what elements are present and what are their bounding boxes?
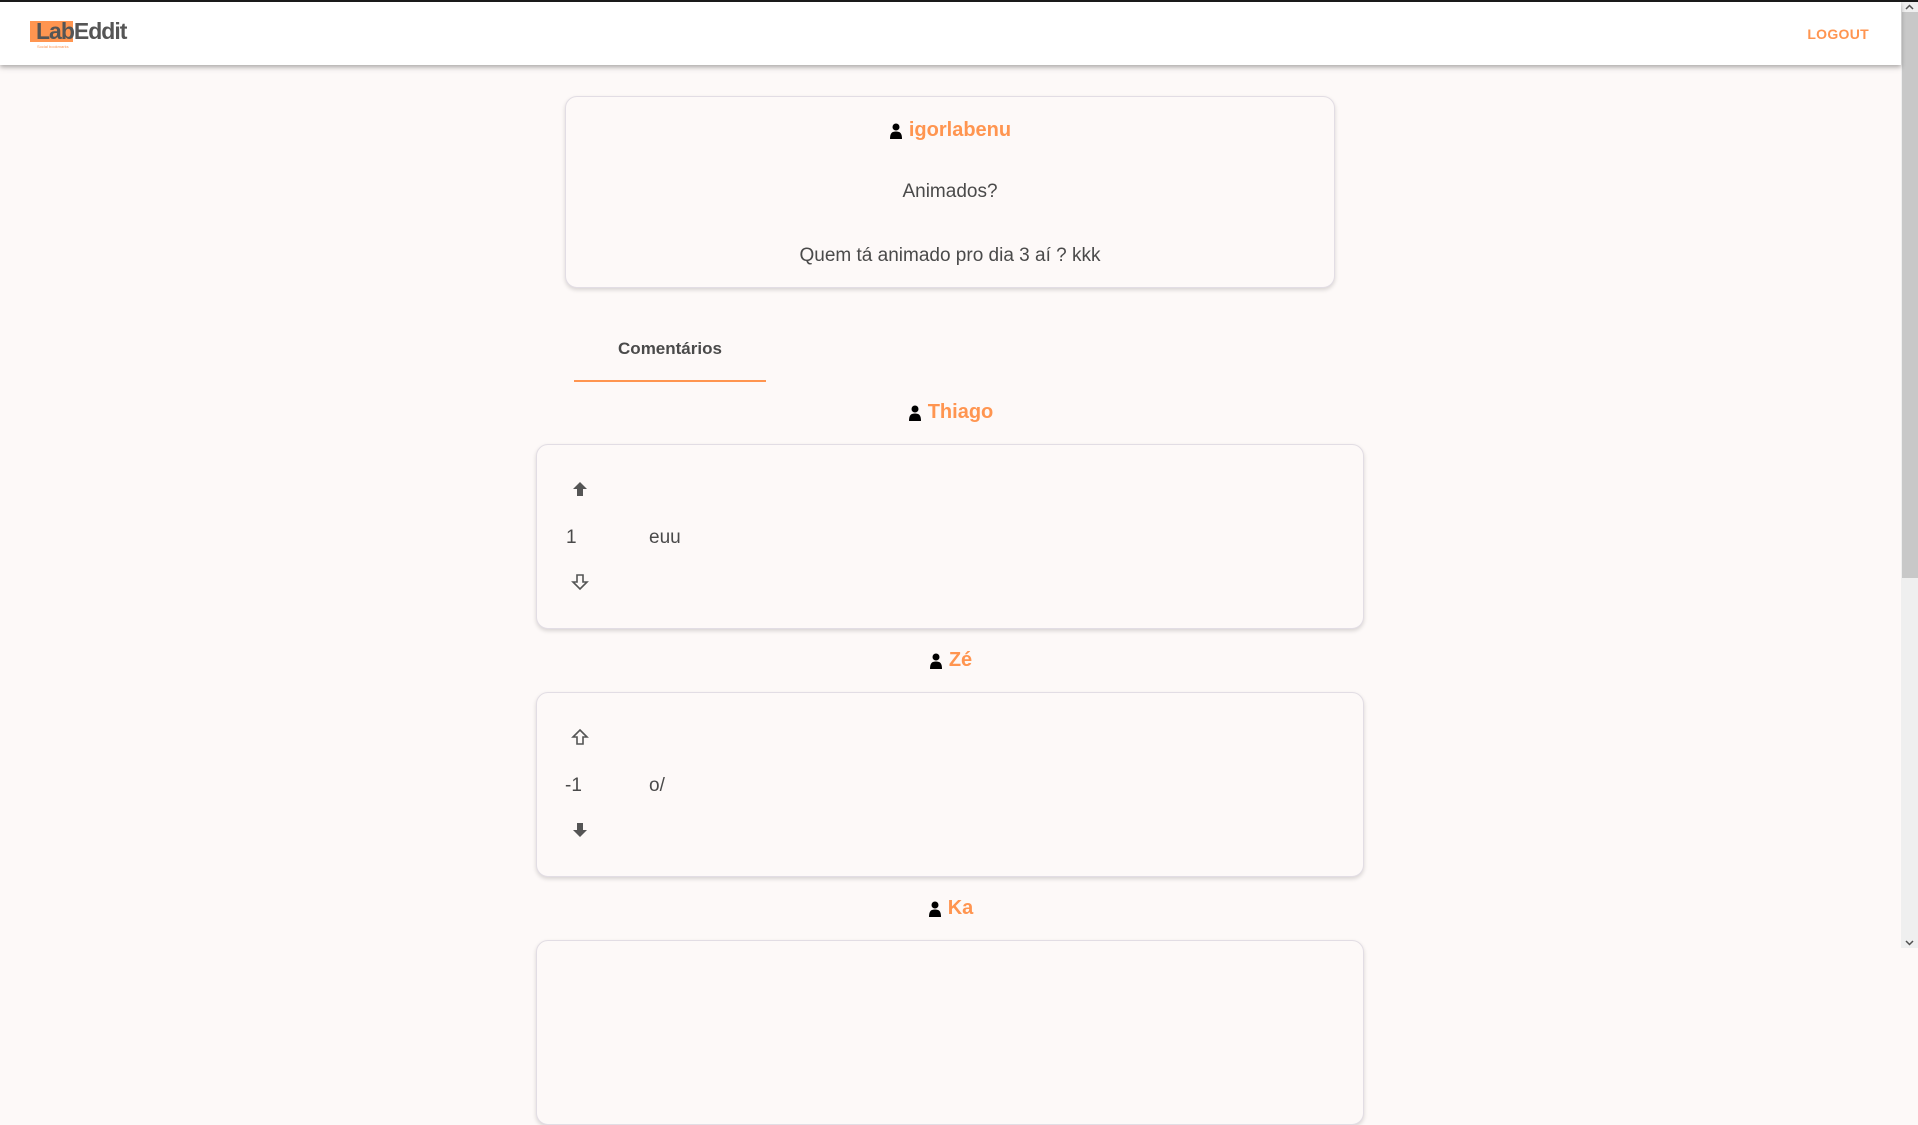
person-icon	[929, 653, 943, 669]
arrow-down-outline-icon	[571, 573, 589, 591]
comment-username[interactable]: Ka	[947, 897, 974, 919]
comment-username[interactable]: Zé	[948, 649, 973, 671]
post-title: Animados?	[902, 181, 998, 202]
logout-button[interactable]: LOGOUT	[1807, 26, 1869, 42]
post-card	[565, 96, 1335, 288]
comment-card	[536, 692, 1364, 877]
arrow-down-filled-icon	[572, 822, 588, 838]
vertical-scrollbar[interactable]	[1901, 2, 1918, 948]
arrow-up-outline-icon	[571, 728, 589, 746]
comment-author	[0, 401, 1901, 424]
comment-author	[0, 649, 1901, 672]
post-author	[566, 119, 1334, 142]
upvote-button[interactable]	[569, 478, 591, 500]
comment-card	[536, 444, 1364, 629]
post-body: Quem tá animado pro dia 3 aí ? kkk	[799, 245, 1101, 266]
post-username[interactable]: igorlabenu	[908, 119, 1012, 141]
comment-text: o/	[649, 775, 665, 796]
upvote-button[interactable]	[569, 726, 591, 748]
labeddit-logo[interactable]	[30, 20, 140, 54]
window-top-border	[0, 0, 1918, 2]
comment-text: euu	[649, 527, 681, 548]
person-icon	[928, 901, 942, 917]
comment-username[interactable]: Thiago	[927, 401, 994, 423]
vote-score: -1	[565, 775, 582, 796]
logo-text: LabEddit	[36, 18, 127, 44]
app-header	[0, 2, 1901, 65]
logo-subtitle: Social bookmarks	[37, 44, 69, 49]
vote-score: 1	[566, 527, 577, 548]
downvote-button[interactable]	[569, 571, 591, 593]
scroll-down-arrow-icon[interactable]	[1901, 938, 1918, 948]
tab-comentarios[interactable]	[574, 322, 766, 382]
scroll-up-arrow-icon[interactable]	[1901, 2, 1918, 12]
scrollbar-thumb[interactable]	[1902, 12, 1918, 578]
arrow-up-filled-icon	[572, 481, 588, 497]
person-icon	[889, 123, 903, 139]
comment-author	[0, 897, 1901, 920]
downvote-button[interactable]	[569, 819, 591, 841]
tab-label: Comentários	[618, 339, 722, 358]
comment-card	[536, 940, 1364, 1125]
person-icon	[908, 405, 922, 421]
